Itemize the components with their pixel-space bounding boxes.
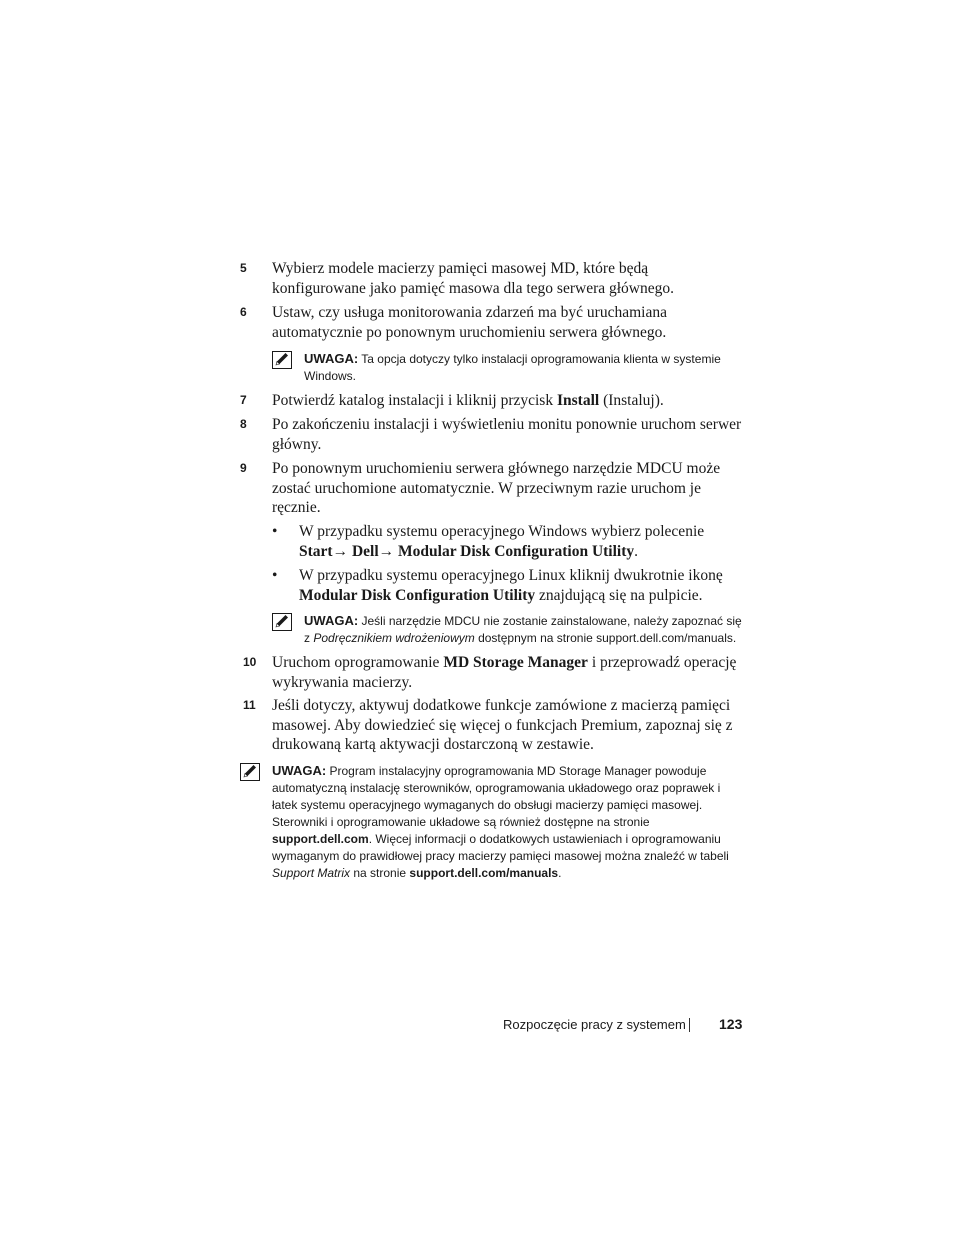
- step-text: Po zakończeniu instalacji i wyświetleniu monitu ponownie uruchom serwer główny.: [272, 416, 742, 453]
- step-number: 6: [240, 305, 247, 319]
- page-number: 123: [719, 1016, 743, 1032]
- note-text: UWAGA: Jeśli narzędzie MDCU nie zostanie zainstalowane, należy zapoznać się z Podręcznikiem wdrożeniowym dostępnym na stronie support.dell.com/manuals.: [304, 613, 742, 645]
- bullet-text: W przypadku systemu operacyjnego Linux kliknij dwukrotnie ikonę Modular Disk Configuration Utility znajdującą się na pulpicie.: [299, 567, 723, 604]
- step-text: Jeśli dotyczy, aktywuj dodatkowe funkcje zamówione z macierzą pamięci masowej. Aby dowiedzieć się więcej o funkcjach Premium, zapoznaj się z drukowaną kartą aktywacji dostarczoną w zestawie.: [272, 697, 733, 753]
- footer-divider: [689, 1018, 690, 1032]
- step-number: 10: [243, 655, 257, 669]
- note-text: UWAGA: Program instalacyjny oprogramowania MD Storage Manager powoduje automatyczną instalację sterowników, oprogramowania układowego oraz poprawek i łatek systemu operacyjnego wymaganych do obsługi macierzy pamięci masowej. Sterowniki i oprogramowanie układowe są również dostępne na stronie support.dell.com. Więcej informacji o dodatkowych ustawieniach i oprogramowaniu wymaganym do prawidłowej pracy macierzy pamięci masowej można znaleźć w tabeli Support Matrix na stronie support.dell.com/manuals.: [272, 763, 729, 880]
- step-number: 5: [240, 261, 247, 275]
- bullet-text: W przypadku systemu operacyjnego Windows wybierz polecenie Start→ Dell→ Modular Disk Configuration Utility.: [299, 523, 705, 560]
- pencil-note-icon: [272, 613, 292, 631]
- bullet-dot-icon: •: [272, 567, 278, 584]
- step-text: Ustaw, czy usługa monitorowania zdarzeń ma być uruchamiana automatycznie po ponownym uruchomieniu serwera głównego.: [272, 304, 667, 341]
- pencil-note-icon: [272, 351, 292, 369]
- bullet-dot-icon: •: [272, 523, 278, 540]
- step-text: Po ponownym uruchomieniu serwera głównego narzędzie MDCU może zostać uruchomione automatycznie. W przeciwnym razie uruchom je ręcznie.: [272, 460, 721, 516]
- note-label: UWAGA:: [304, 613, 359, 628]
- step-number: 7: [240, 393, 247, 407]
- step-text: Wybierz modele macierzy pamięci masowej MD, które będą konfigurowane jako pamięć masowa dla tego serwera głównego.: [272, 260, 675, 297]
- step-number: 8: [240, 417, 247, 431]
- step-number: 11: [243, 698, 256, 712]
- footer-chapter-title: Rozpoczęcie pracy z systemem: [503, 1017, 686, 1032]
- note-text: UWAGA: Ta opcja dotyczy tylko instalacji oprogramowania klienta w systemie Windows.: [304, 351, 721, 383]
- note-label: UWAGA:: [272, 763, 327, 778]
- page-footer: [500, 1016, 744, 1036]
- step-text: Uruchom oprogramowanie MD Storage Manager i przeprowadź operację wykrywania macierzy.: [272, 654, 737, 691]
- note-label: UWAGA:: [304, 351, 359, 366]
- step-number: 9: [240, 461, 247, 475]
- step-text: Potwierdź katalog instalacji i kliknij przycisk Install (Instaluj).: [272, 392, 664, 409]
- pencil-note-icon: [240, 763, 260, 781]
